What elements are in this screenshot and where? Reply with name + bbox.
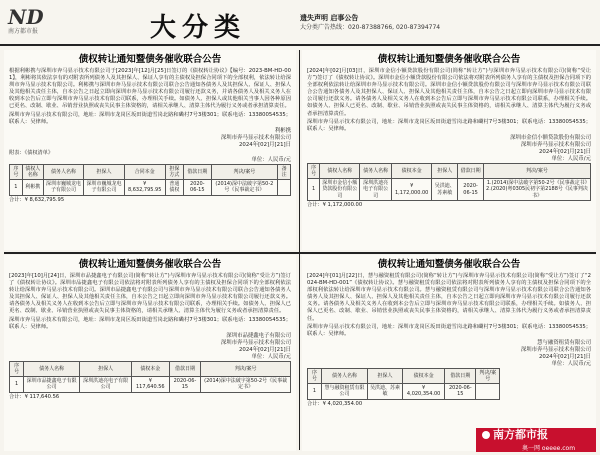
notice-title: 债权转让通知暨债务催收联合公告 xyxy=(377,259,521,270)
table-cell: 普通债权 xyxy=(165,180,183,195)
table-header-row xyxy=(308,163,591,178)
column-header: 序号 xyxy=(10,361,24,376)
column-header: 备注 xyxy=(278,164,291,179)
column-header: 判决/案号 xyxy=(211,164,278,179)
notice-body: [2024]年[02]月[03]日，深圳市金信小额贷款股份有限公司(简称“转让方”)与深圳市奔马显示技术有限公司(简称“受让方”)签订了《债权转让协议》。深圳市金信小额贷款股份有限公司依法将对附表所列债务人享有的主债权及担保合同项下的全部权利依法转让给深圳市奔马显示技术有限公司。深圳市金信小额贷款股份有限公司与深圳市奔马显示技术有限公司联合公告通知各债务人及其担保人、保证人、担保人及其他相关责任主体，自本公告之日起立即向深圳市奔马显示技术有限公司履行还款义务。请各债务人及相关义务人在收到本公告后立即与深圳市奔马显示技术有限公司联系，办理相关手续。如债务人、担保人已更名、改制、歇业、吊销营业执照或丧失民事主体资格的，请相关承继人、清算主体代为履行义务或者承担清算责任。 xyxy=(307,68,591,117)
section-title: 大分类 xyxy=(150,13,247,43)
table-cell xyxy=(476,384,500,399)
table-cell: 吴洪迪、苏素敏 xyxy=(368,384,403,399)
table-cell: 1 xyxy=(10,377,24,392)
table-cell: 2020-06-15 xyxy=(184,180,212,195)
logo-subtitle: 南方都市报 xyxy=(8,28,39,35)
table-cell: 1 xyxy=(308,179,320,201)
column-header: 债权人名称 xyxy=(22,164,43,179)
newspaper-watermark xyxy=(476,428,596,452)
notice-company: 深圳市奔马显示技术有限公司 xyxy=(220,339,291,346)
debt-table xyxy=(9,164,291,196)
column-header: 序号 xyxy=(308,368,322,383)
notice-company: 深圳市品捷鑫电子有限公司 xyxy=(226,332,291,339)
column-header: 担保人 xyxy=(84,164,124,179)
column-header: 债务人名称 xyxy=(43,164,83,179)
table-cell: 深圳市巍城龙电子有限公司 xyxy=(84,180,124,195)
table-cell: 利彬携 xyxy=(22,180,43,195)
unit-label: 单位：人民币/元 xyxy=(551,155,591,162)
notice-company: 深圳市奔马显示技术有限公司 xyxy=(520,346,591,353)
newspaper-logo xyxy=(8,6,72,40)
table-row xyxy=(308,179,591,201)
column-header: 债权本金 xyxy=(391,163,431,178)
notice-address: 深圳市奔马显示技术有限公司，地址：深圳市龙岗区坂田街道雪岗北路和磡村7号3楼301；联系电话：13380054535；联系人：吴律师。 xyxy=(9,316,291,330)
notice-date: 2024年[02]月[21]日 xyxy=(538,353,591,360)
debt-table xyxy=(307,163,591,201)
notice-3 xyxy=(4,255,296,451)
notice-4 xyxy=(302,255,596,451)
column-header: 债务人名称 xyxy=(24,361,80,376)
table-cell: ¥ 1,172,000.00 xyxy=(391,179,431,201)
column-header: 借款日期 xyxy=(445,368,476,383)
table-cell: 吴洪迪、苏素敏 xyxy=(432,179,458,201)
watermark-brand: 南方都市报 xyxy=(493,428,548,441)
column-header: 借款日期 xyxy=(184,164,212,179)
notice-company: 深圳市奔马显示技术有限公司 xyxy=(520,141,591,148)
table-total: 合计：¥ 8,632,795.95 xyxy=(9,196,65,203)
table-total: 合计：¥ 1,172,000.00 xyxy=(307,201,363,208)
notice-date: 2024年[02]月[21]日 xyxy=(538,148,591,155)
table-row xyxy=(10,180,291,195)
table-cell: 2020-06-15 xyxy=(458,179,484,201)
column-header: 担保人 xyxy=(80,361,132,376)
table-total: 合计：¥ 4,020,354.00 xyxy=(307,400,363,407)
header-info xyxy=(300,14,596,32)
notice-title: 债权转让通知暨债务催收联合公告 xyxy=(78,54,222,65)
notice-body: 根据利彬携与深圳市奔马显示技术有限公司于[2023]年[12]月[25]日签订的《债权转让协议》【编号：2023-BM-HD-001】，利彬将其依法享有的对附表所列债务人及其担保人、保证人享有的主债权及担保合同项下的全部权利，依法转让给深圳市奔马显示技术有限公司。利彬携与深圳市奔马显示技术有限公司联合公告通知各债务人及其担保人、保证人、担保人及其他相关责任主体，自本公告之日起立即向深圳市奔马显示技术有限公司履行还款义务，并请各债务人及相关义务人在收到本公告后立即与深圳市奔马显示技术有限公司联系，办理相关手续。如债务人、担保人或其他相关当事人因各种原因已更名、改制、歇业、吊销营业执照或丧失民事主体资格的，请相关承继人、清算主体代为履行义务或者承担清算责任。 xyxy=(9,68,291,110)
table-cell: 深圳市巍城龙电子有限公司 xyxy=(43,180,83,195)
unit-label: 单位：人民币/元 xyxy=(251,353,291,360)
column-header: 债务人名称 xyxy=(360,163,392,178)
table-cell: ¥ 8,632,795.95 xyxy=(124,180,165,195)
brand-dot-icon xyxy=(482,431,490,439)
contact-line: 大分类广告热线：020-87388766, 020-87394774 xyxy=(300,24,441,31)
table-cell: 深圳市品捷鑫电子有限公司 xyxy=(24,377,80,392)
column-header: 担保方式 xyxy=(165,164,183,179)
column-header: 判决/案号 xyxy=(483,163,590,178)
column-header: 担保人 xyxy=(368,368,403,383)
logo-mark: ND xyxy=(8,5,44,29)
notice-title: 债权转让通知暨债务催收联合公告 xyxy=(78,259,222,270)
section-name: 遗失声明 启事公告 xyxy=(300,14,359,22)
notice-company: 慧与融资租赁有限公司 xyxy=(537,339,591,346)
table-row xyxy=(308,384,500,399)
notice-address: 深圳市奔马显示技术有限公司，地址：深圳市龙岗区坂田街道雪岗北路和磡村7号3楼301；联系电话：13380054535；联系人：吴律师。 xyxy=(307,118,591,132)
column-header: 担保人 xyxy=(432,163,458,178)
column-header: 合同本金 xyxy=(124,164,165,179)
column-header: 判决/案号 xyxy=(476,368,500,383)
notice-address: 深圳市奔马显示技术有限公司，地址：深圳市龙岗区坂田街道雪岗北路和磡村7号3楼301；联系电话：13380054535；联系人：吴律师。 xyxy=(9,111,291,125)
page-header xyxy=(0,0,600,46)
table-cell: 2020-06-15 xyxy=(169,377,201,392)
notice-1 xyxy=(4,50,296,250)
table-cell: (2014)深中法破字第50-2号《民事裁定书》 xyxy=(201,377,291,392)
notice-2 xyxy=(302,50,596,250)
table-cell: 慧与融资租赁有限公司 xyxy=(322,384,368,399)
table-cell: 深圳洪迪亮电子有限公司 xyxy=(360,179,392,201)
notice-date: 2024年[02]月[21]日 xyxy=(238,346,291,353)
column-header: 债权本金 xyxy=(132,361,170,376)
table-header-row xyxy=(308,368,500,383)
table-cell: 2020-06-15 xyxy=(445,384,476,399)
table-cell: 深圳洪迪亮电子有限公司 xyxy=(80,377,132,392)
notice-body: [2024]年[01]月[22]日，慧与融资租赁有限公司(简称“转让方”)与深圳市奔马显示技术有限公司(简称“受让方”)签订了“2024-BM-HD-001”《债权转让协议》。慧与融资租赁有限公司依法将对附表所列债务人享有的主债权及担保合同项下的全部权利依法转让给深圳市奔马显示技术有限公司。慧与融资租赁有限公司与深圳市奔马显示技术有限公司联合公告通知各债务人及其担保人、保证人、担保人及其他相关责任主体，自本公告之日起立即向深圳市奔马显示技术有限公司履行还款义务。请各债务人及相关义务人在收到本公告后立即与深圳市奔马显示技术有限公司联系，办理相关手续。如债务人、担保人已更名、改制、歇业、吊销营业执照或丧失民事主体资格的，请相关承继人、清算主体代为履行义务或者承担清算责任。 xyxy=(307,273,591,322)
column-divider xyxy=(299,50,300,450)
notice-body: [2023]年[10]月[24]日，深圳市品捷鑫电子有限公司(简称“转让方”)与深圳市奔马显示技术有限公司(简称“受让方”)签订了《债权转让协议》。深圳市品捷鑫电子有限公司依法将对附表所列债务人享有的主债权及担保合同项下的全部权利依法转让给深圳市奔马显示技术有限公司。深圳市品捷鑫电子有限公司与深圳市奔马显示技术有限公司联合公告通知各债务人及其担保人、保证人、担保人及其他相关责任主体，自本公告之日起立即向深圳市奔马显示技术有限公司履行还款义务。请各债务人及相关义务人在收到本公告后立即与深圳市奔马显示技术有限公司联系，办理相关手续。如债务人、担保人已更名、改制、歇业、吊销营业执照或丧失民事主体资格的，请相关承继人、清算主体代为履行义务或者承担清算责任。 xyxy=(9,273,291,315)
unit-label: 单位：人民币/元 xyxy=(551,360,591,367)
table-cell: ¥ 4,020,354.00 xyxy=(403,384,445,399)
row-divider xyxy=(4,252,596,254)
debt-table xyxy=(307,368,500,400)
table-cell: 1 xyxy=(308,384,322,399)
table-row xyxy=(10,377,291,392)
debt-table xyxy=(9,361,291,393)
table-cell: 深圳市金信小额贷款股份有限公司 xyxy=(320,179,360,201)
column-header: 序号 xyxy=(10,164,23,179)
notice-date: 2024年[02]月[21]日 xyxy=(238,141,291,148)
notice-address: 深圳市奔马显示技术有限公司，地址：深圳市龙岗区坂田街道雪岗北路和磡村7号3楼301；联系电话：13380054535；联系人：吴律师。 xyxy=(307,323,591,337)
column-header: 债权本金 xyxy=(403,368,445,383)
table-cell: 1 xyxy=(10,180,23,195)
table-cell: ¥ 117,640.56 xyxy=(132,377,170,392)
column-header: 判决/案号 xyxy=(201,361,291,376)
column-header: 借款日期 xyxy=(169,361,201,376)
notice-signatory: 利彬携 xyxy=(274,127,291,134)
column-header: 序号 xyxy=(308,163,320,178)
table-cell xyxy=(278,180,291,195)
table-cell: (2014)深中法破字第50-2号《民事裁定书》 xyxy=(211,180,278,195)
notice-company: 深圳市金信小额贷款股份有限公司 xyxy=(510,134,591,141)
unit-label: 单位：人民币/元 xyxy=(251,156,291,163)
table-total: 合计：¥ 117,640.56 xyxy=(9,393,60,400)
table-header-row xyxy=(10,361,291,376)
appendix-label: 附表：《债权清单》 xyxy=(9,149,54,156)
column-header: 债务人名称 xyxy=(322,368,368,383)
notice-title: 债权转让通知暨债务催收联合公告 xyxy=(377,54,521,65)
column-header: 债权人名称 xyxy=(320,163,360,178)
notice-company: 深圳市奔马显示技术有限公司 xyxy=(220,134,291,141)
table-cell: 1.(2014)深中法破字第50-2号《民事裁定书》2.(2020)粤0305民初字第2188号《民事判决书》 xyxy=(483,179,590,201)
column-header: 借款日期 xyxy=(458,163,484,178)
watermark-site: 奥一网 oeeee.com xyxy=(522,445,576,452)
table-header-row xyxy=(10,164,291,179)
